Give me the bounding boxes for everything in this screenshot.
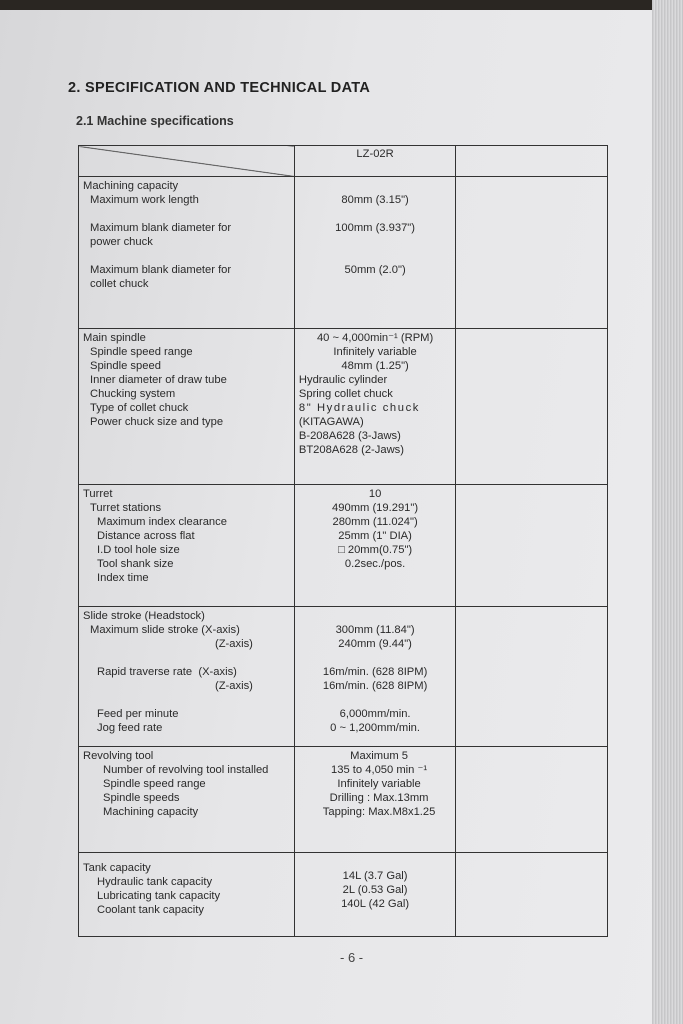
revolving-labels xyxy=(79,747,295,853)
turret-stations-label: Turret stations xyxy=(90,502,162,514)
turret-values xyxy=(294,485,455,607)
index-time-value: 0.2sec./pos. xyxy=(344,558,406,570)
turret-labels xyxy=(79,485,295,607)
revolving-values xyxy=(294,747,455,853)
rapid-traverse-x-label: Rapid traverse rate (X-axis) xyxy=(97,666,237,678)
empty-cell xyxy=(456,485,608,607)
draw-tube-diameter-value: 48mm (1.25") xyxy=(341,360,409,372)
empty-cell xyxy=(456,177,608,329)
slide-values xyxy=(294,607,455,747)
subsection-heading: 2.1 Machine specifications xyxy=(76,114,234,128)
rapid-traverse-z-label: (Z-axis) xyxy=(215,680,253,692)
rapid-traverse-x-value: 16m/min. (628 8IPM) xyxy=(322,666,428,678)
page-stack-edge xyxy=(652,0,683,1024)
draw-tube-diameter-label: Inner diameter of draw tube xyxy=(90,374,227,386)
max-work-length-label: Maximum work length xyxy=(90,194,199,206)
max-slide-stroke-x-value: 300mm (11.84") xyxy=(335,624,415,636)
coolant-tank-label: Coolant tank capacity xyxy=(97,904,204,916)
spec-table xyxy=(78,145,608,937)
revolving-machining-capacity-label: Machining capacity xyxy=(103,806,199,818)
collet-chuck-type-value: Spring collet chuck xyxy=(298,388,393,400)
blank-dia-collet-value: 50mm (2.0") xyxy=(344,264,406,276)
machining-title: Machining capacity xyxy=(83,180,179,192)
id-tool-hole-value: 25mm (1" DIA) xyxy=(338,530,412,542)
spindle-title: Main spindle xyxy=(83,332,146,344)
revolving-tool-count-value: Maximum 5 xyxy=(350,750,408,762)
tool-shank-size-value: □ 20mm(0.75") xyxy=(338,544,413,556)
revolving-tool-count-label: Number of revolving tool installed xyxy=(103,764,269,776)
max-slide-stroke-x-label: Maximum slide stroke (X-axis) xyxy=(90,624,240,636)
empty-cell xyxy=(456,607,608,747)
table-row xyxy=(79,607,608,747)
table-row xyxy=(79,853,608,937)
power-chuck-size-value: 8" Hydraulic chuck xyxy=(298,402,420,414)
jog-feed-rate-value: 0 ~ 1,200mm/min. xyxy=(330,722,421,734)
chuck-maker-value: (KITAGAWA) xyxy=(298,416,364,428)
id-tool-hole-label: I.D tool hole size xyxy=(97,544,180,556)
spindle-values xyxy=(294,329,455,485)
coolant-tank-value: 140L (42 Gal) xyxy=(341,898,410,910)
blank-dia-power-label-cont: power chuck xyxy=(90,236,153,248)
revolving-speed-range-label: Spindle speed range xyxy=(103,778,206,790)
blank-dia-power-value: 100mm (3.937") xyxy=(335,222,415,234)
machining-values xyxy=(294,177,455,329)
chuck-3-jaws-value: B-208A628 (3-Jaws) xyxy=(298,430,401,442)
jog-feed-rate-label: Jog feed rate xyxy=(97,722,163,734)
model-header: LZ-02R xyxy=(294,146,455,177)
spindle-labels xyxy=(79,329,295,485)
revolving-speed-range-value: 135 to 4,050 min ⁻¹ xyxy=(331,764,428,776)
empty-header-cell xyxy=(456,146,608,177)
table-row xyxy=(79,747,608,853)
power-chuck-size-label: Power chuck size and type xyxy=(90,416,224,428)
table-header-row xyxy=(79,146,608,177)
feed-per-minute-label: Feed per minute xyxy=(97,708,179,720)
table-row xyxy=(79,329,608,485)
slide-labels xyxy=(79,607,295,747)
drilling-capacity-value: Drilling : Max.13mm xyxy=(329,792,429,804)
rapid-traverse-z-value: 16m/min. (628 8IPM) xyxy=(322,680,428,692)
chuck-2-jaws-value: BT208A628 (2-Jaws) xyxy=(298,444,404,456)
max-index-clearance-value: 490mm (19.291") xyxy=(332,502,419,514)
spindle-speed-range-value: 40 ~ 4,000min⁻¹ (RPM) xyxy=(316,332,434,344)
blank-dia-collet-label: Maximum blank diameter for xyxy=(90,264,232,276)
spindle-speed-range-label: Spindle speed range xyxy=(90,346,193,358)
section-heading: 2. SPECIFICATION AND TECHNICAL DATA xyxy=(68,80,371,96)
empty-cell xyxy=(456,853,608,937)
revolving-title: Revolving tool xyxy=(83,750,154,762)
revolving-speeds-label: Spindle speeds xyxy=(103,792,180,804)
index-time-label: Index time xyxy=(97,572,149,584)
turret-title: Turret xyxy=(83,488,113,500)
tank-labels xyxy=(79,853,295,937)
machining-labels xyxy=(79,177,295,329)
table-row xyxy=(79,177,608,329)
tank-title: Tank capacity xyxy=(83,862,151,874)
revolving-speeds-value: Infinitely variable xyxy=(337,778,421,790)
max-index-clearance-label: Maximum index clearance xyxy=(97,516,227,528)
chucking-system-value: Hydraulic cylinder xyxy=(298,374,388,386)
table-row xyxy=(79,485,608,607)
turret-stations-value: 10 xyxy=(368,488,382,500)
page-number: - 6 - xyxy=(340,950,364,965)
distance-across-flat-label: Distance across flat xyxy=(97,530,195,542)
max-slide-stroke-z-label: (Z-axis) xyxy=(215,638,253,650)
hydraulic-tank-value: 14L (3.7 Gal) xyxy=(342,870,408,882)
blank-dia-collet-label-cont: collet chuck xyxy=(90,278,149,290)
empty-cell xyxy=(456,747,608,853)
lubricating-tank-value: 2L (0.53 Gal) xyxy=(342,884,408,896)
spindle-speed-label: Spindle speed xyxy=(90,360,161,372)
hydraulic-tank-label: Hydraulic tank capacity xyxy=(97,876,213,888)
diagonal-header-cell xyxy=(79,146,295,177)
max-work-length-value: 80mm (3.15") xyxy=(341,194,409,206)
tapping-capacity-value: Tapping: Max.M8x1.25 xyxy=(322,806,436,818)
spindle-speed-value: Infinitely variable xyxy=(333,346,417,358)
distance-across-flat-value: 280mm (11.024") xyxy=(332,516,418,528)
tool-shank-size-label: Tool shank size xyxy=(97,558,174,570)
chucking-system-label: Chucking system xyxy=(90,388,176,400)
empty-cell xyxy=(456,329,608,485)
tank-values xyxy=(294,853,455,937)
collet-chuck-type-label: Type of collet chuck xyxy=(90,402,189,414)
slide-title: Slide stroke (Headstock) xyxy=(83,610,205,622)
blank-dia-power-label: Maximum blank diameter for xyxy=(90,222,232,234)
lubricating-tank-label: Lubricating tank capacity xyxy=(97,890,221,902)
feed-per-minute-value: 6,000mm/min. xyxy=(339,708,411,720)
max-slide-stroke-z-value: 240mm (9.44") xyxy=(338,638,412,650)
